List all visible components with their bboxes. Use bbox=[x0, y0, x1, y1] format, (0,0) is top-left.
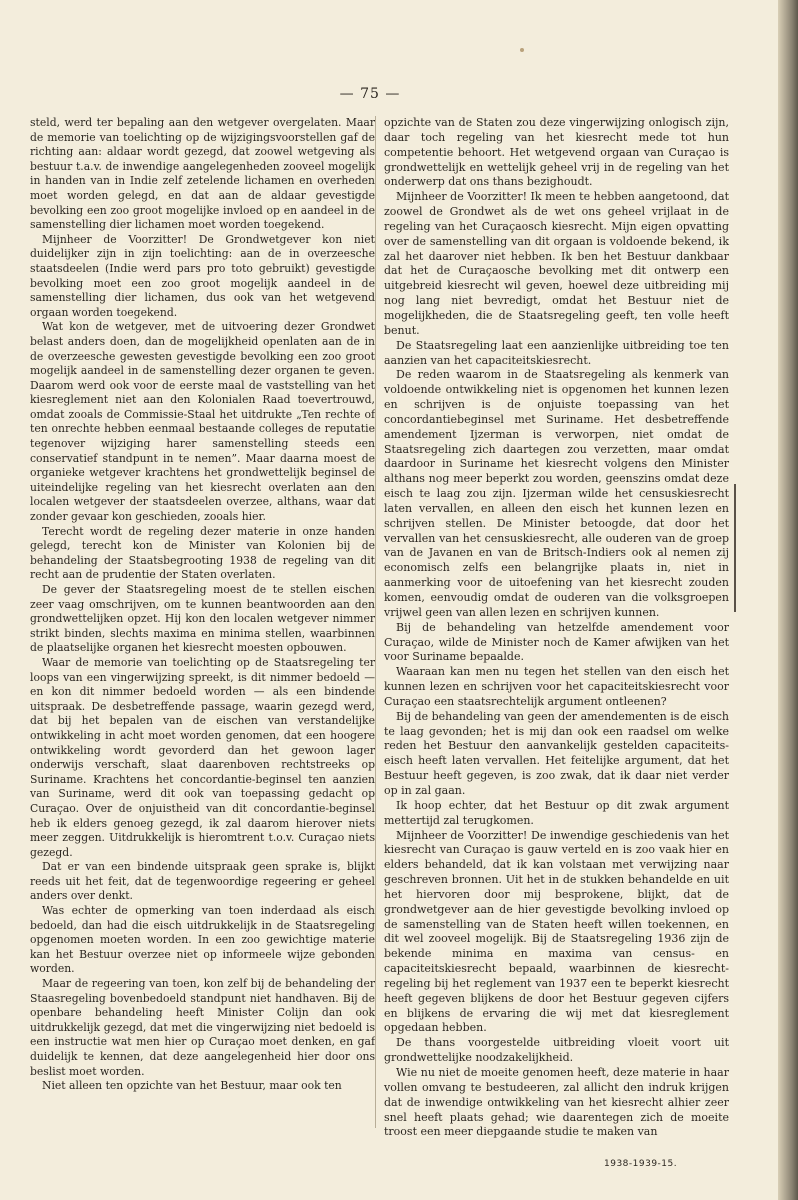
page-edge-shadow bbox=[778, 0, 798, 1200]
paragraph: Terecht wordt de regeling dezer materie in onze handen gelegd, terecht kon de Minister van Kolonien bij de behandeling der Staatsbegrooting 1938 de regeling van dit recht aan de prudentie der Staten overlaten. bbox=[30, 524, 375, 582]
paragraph: Mijnheer de Voorzitter! De Grondwetgever kon niet duidelijker zijn in zijn toelichting: aan de in overzeesche staatsdeelen (Indie werd pars pro toto gebruikt) gevestigde bevolking moet een zoo groot mogelijk aandeel in de samenstelling dier lichamen, dus ook van het wetgevend orgaan worden toegekend. bbox=[30, 232, 375, 319]
left-column bbox=[30, 116, 375, 1094]
paragraph: Was echter de opmerking van toen inderdaad als eisch bedoeld, dan had die eisch uitdrukkelijk in de Staatsregeling opgenomen moeten worden. In een zoo gewichtige materie kan het Bestuur overzee niet op informeele wijze gebonden worden. bbox=[30, 904, 375, 976]
paragraph: Mijnheer de Voorzitter! Ik meen te hebben aangetoond, dat zoowel de Grondwet als de wet ons geheel vrijlaat in de regeling van het Curaçaosch kiesrecht. Mijn eigen opvatting over de samenstelling van dit orgaan is voldoende bekend, ik zal het daarover niet hebben. Ik ben het Bestuur dankbaar dat het de Curaçaosche bevolking met dit ontwerp een uitgebreid kiesrecht wil geven, hoewel deze uitbreiding mij nog lang niet bevredigt, omdat het Bestuur niet de mogelijkheden, die de Staatsregeling geeft, ten volle heeft benut. bbox=[384, 190, 729, 337]
margin-mark bbox=[734, 484, 736, 612]
paragraph: steld, werd ter bepaling aan den wetgever overgelaten. Maar de memorie van toelichting op de wijzigingsvoorstellen gaf de richting aan: aldaar wordt gezegd, dat zoowel wetgeving als bestuur t.a.v. de inwendige aangelegenheden zooveel mogelijk in handen van in Indie zelf zetelende lichamen en overheden moet worden gelegd, en dat aan de aldaar gevestigde bevolking een zoo groot mogelijke invloed op en aandeel in de samenstelling dier lichamen moet worden toegekend. bbox=[30, 116, 375, 232]
paper-speck bbox=[520, 48, 524, 52]
paragraph: De Staatsregeling laat een aanzienlijke uitbreiding toe ten aanzien van het capaciteitskiesrecht. bbox=[384, 338, 729, 367]
right-column bbox=[384, 116, 729, 1140]
paragraph: De reden waarom in de Staatsregeling als kenmerk van voldoende ontwikkeling niet is opgenomen het kunnen lezen en schrijven is de onjuiste toepassing van het concordantiebeginsel met Suriname. Het desbetreffende amendement Ijzerman is verworpen, niet omdat de Staatsregeling zich daartegen zou verzetten, maar omdat daardoor in Suriname het kiesrecht volgens den Minister althans nog meer beperkt zou worden, geenszins omdat deze eisch te laag zou zijn. Ijzerman wilde het censuskiesrecht laten vervallen, en alleen den eisch het kunnen lezen en schrijven stellen. De Minister betoogde, dat door het vervallen van het censuskiesrecht, alle ouderen van de groep van de Javanen en van de Britsch-Indiers ook al nemen zij economisch zelfs een belangrijke plaats in, niet in aanmerking voor de uitoefening van het kiesrecht zouden komen, eenvoudig omdat de ouderen van die volksgroepen vrijwel geen van allen lezen en schrijven kunnen. bbox=[384, 368, 729, 619]
paragraph: Niet alleen ten opzichte van het Bestuur, maar ook ten bbox=[42, 1079, 342, 1093]
paragraph: Waaraan kan men nu tegen het stellen van den eisch het kunnen lezen en schrijven voor het capaciteitskiesrecht voor Curaçao een staatsrechtelijk argument ontleenen? bbox=[384, 665, 729, 708]
paragraph: Wie nu niet de moeite genomen heeft, deze materie in haar vollen omvang te bestudeeren, zal allicht den indruk krijgen dat de inwendige ontwikkeling van het kiesrecht alhier zeer snel heeft plaats gehad; wie daarentegen zich de moeite troost een meer diepgaande studie te maken van bbox=[384, 1066, 729, 1139]
paragraph: Bij de behandeling van hetzelfde amendement voor Curaçao, wilde de Minister noch de Kamer afwijken van het voor Suriname bepaalde. bbox=[384, 620, 729, 664]
paragraph: Dat er van een bindende uitspraak geen sprake is, blijkt reeds uit het feit, dat de tegenwoordige regeering er geheel anders over denkt. bbox=[30, 860, 375, 903]
paragraph: Ik hoop echter, dat het Bestuur op dit zwak argument mettertijd zal terugkomen. bbox=[384, 798, 729, 827]
paragraph: De thans voorgestelde uitbreiding vloeit voort uit grondwettelijke noodzakelijkheid. bbox=[384, 1036, 729, 1065]
paragraph: Wat kon de wetgever, met de uitvoering dezer Grondwet belast anders doen, dan de mogelijkheid openlaten aan de in de overzeesche gewesten gevestigde bevolking een zoo groot mogelijk aandeel in de samenstelling dezer organen te geven. Daarom werd ook voor de eerste maal de vaststelling van het kiesreglement niet aan den Kolonialen Raad toevertrouwd, omdat zooals de Commissie-Staal het uitdrukte „Ten rechte of ten onrechte hebben eenmaal bestaande colleges de reputatie tegenover wijziging harer samenstelling steeds een conservatief standpunt in te nemen”. Maar daarna moest de organieke wetgever krachtens het grondwettelijk beginsel de uiteindelijke regeling van het kiesrecht overlaten aan den localen wetgever der staatsdeelen overzee, althans, waar dat zonder gevaar kon geschieden, zooals hier. bbox=[30, 320, 375, 524]
paragraph: Waar de memorie van toelichting op de Staatsregeling ter loops van een vingerwijzing spreekt, is dit nimmer bedoeld — en kon dit nimmer bedoeld worden — als een bindende uitspraak. De desbetreffende passage, waarin gezegd werd, dat bij het bepalen van de eischen van verstandelijke ontwikkeling in acht moet worden genomen, dat een hoogere ontwikkeling wordt gevorderd dan het gewoon lager onderwijs verschaft, slaat daarenboven rechtstreeks op Suriname. Krachtens het concordantie-beginsel ten aanzien van Suriname, werd dit ook van toepassing gedacht op Curaçao. Over de onjuistheid van dit concordantie-beginsel heb ik elders genoeg gezegd, ik zal daarom hierover niets meer zeggen. Uitdrukkelijk is hieromtrent t.o.v. Curaçao niets gezegd. bbox=[30, 655, 375, 859]
paragraph: Bij de behandeling van geen der amendementen is de eisch te laag gevonden; het is mij dan ook een raadsel om welke reden het Bestuur den aanvankelijk gestelden capaciteits-eisch heeft laten vervallen. Het feitelijke argument, dat het Bestuur heeft gegeven, is zoo zwak, dat ik daar niet verder op in zal gaan. bbox=[384, 709, 729, 797]
page-number: — 75 — bbox=[339, 86, 401, 102]
column-divider bbox=[375, 116, 376, 1128]
paragraph: De gever der Staatsregeling moest de te stellen eischen zeer vaag omschrijven, om te kunnen beantwoorden aan den grondwettelijken opzet. Hij kon den localen wetgever nimmer strikt binden, slechts maxima en minima stellen, waarbinnen de plaatselijke organen het kiesrecht moesten opbouwen. bbox=[30, 583, 375, 655]
footer-code: 1938-1939-15. bbox=[604, 1159, 678, 1169]
paragraph: opzichte van de Staten zou deze vingerwijzing onlogisch zijn, daar toch regeling van het kiesrecht mede tot hun competentie behoort. Het wetgevend orgaan van Curaçao is grondwettelijk en wettelijk geheel vrij in de regeling van het onderwerp dat ons thans bezighoudt. bbox=[384, 116, 729, 189]
paragraph: Mijnheer de Voorzitter! De inwendige geschiedenis van het kiesrecht van Curaçao is gauw verteld en is zoo vaak hier en elders behandeld, dat ik kan volstaan met verwijzing naar geschreven bronnen. Uit het in de stukken behandelde en uit het hiervoren door mij besprokene, blijkt, dat de grondwetgever aan de hier gevestigde bevolking invloed op de samenstelling van de Staten heeft willen toekennen, en dit wel zooveel mogelijk. Bij de Staatsregeling 1936 zijn de bekende minima en maxima van census- en capaciteitskiesrecht bepaald, waarbinnen de kiesrecht-regeling bij het reglement van 1937 een te beperkt kiesrecht heeft gegeven blijkens de door het Bestuur gegeven cijfers en blijkens de ervaring die wij met dat kiesreglement opgedaan hebben. bbox=[384, 828, 729, 1035]
paragraph: Maar de regeering van toen, kon zelf bij de behandeling der Staasregeling bovenbedoeld standpunt niet handhaven. Bij de openbare behandeling heeft Minister Colijn dan ook uitdrukkelijk gezegd, dat met die vingerwijzing niet bedoeld is een instructie wat men hier op Curaçao moet denken, en gaf duidelijk te kennen, dat deze aangelegenheid hier door ons beslist moet worden. bbox=[30, 977, 375, 1078]
